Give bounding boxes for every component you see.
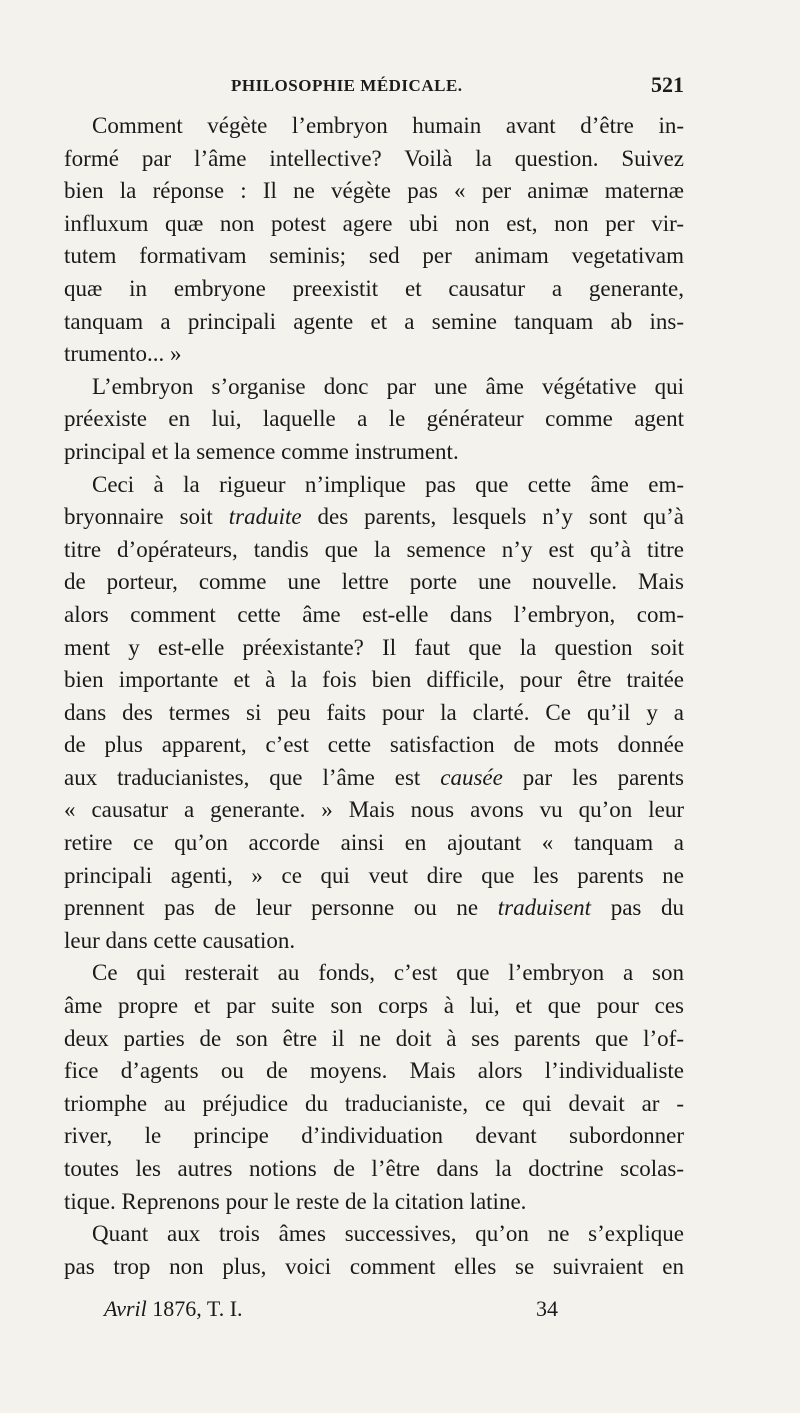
paragraph-1 [36, 110, 684, 371]
text-line: principal et la semence comme instrument. [64, 438, 459, 464]
text-line: de plus apparent, c’est cette satisfaction de mots donnée [64, 732, 684, 758]
text-line [36, 892, 684, 925]
paragraph-3 [36, 469, 684, 958]
text-line: âme propre et par suite son corps à lui, et que pour ces [64, 993, 684, 1019]
text-line: trumento... » [64, 341, 182, 367]
italic-term: traduisent [497, 895, 592, 921]
text-line: deux parties de son être il ne doit à ses parents que l’of- [64, 1025, 684, 1051]
page-footer [36, 1296, 684, 1326]
text-line: Ce qui resterait au fonds, c’est que l’embryon a son [92, 960, 684, 986]
italic-term: traduite [228, 504, 302, 530]
paragraph-5 [36, 1218, 684, 1283]
text-run: aux traducianistes, que l’âme est [64, 764, 441, 790]
paragraph-2 [36, 371, 684, 469]
text-line: bien importante et à la fois bien difficile, pour être traitée [64, 667, 684, 693]
text-line: « causatur a generante. » Mais nous avons vu qu’on leur [64, 797, 684, 823]
text-line: retire ce qu’on accorde ainsi en ajoutant « tanquam a [64, 830, 684, 856]
text-run: prennent pas de leur personne ou ne [64, 895, 498, 921]
footer-month: Avril [104, 1296, 147, 1321]
paragraph-4 [36, 957, 684, 1218]
text-line: Ceci à la rigueur n’implique pas que cette âme em- [92, 471, 684, 497]
text-line: formé par l’âme intellective? Voilà la question. Suivez [64, 145, 684, 171]
text-line: L’embryon s’organise donc par une âme végétative qui [92, 373, 684, 399]
text-line: Comment végète l’embryon humain avant d’être in- [92, 113, 684, 138]
footer-year-volume: 1876, T. I. [146, 1296, 243, 1321]
text-line [36, 762, 684, 795]
running-head: PHILOSOPHIE MÉDICALE. [231, 76, 463, 95]
text-line: influxum quæ non potest agere ubi non est, non per vir- [64, 210, 684, 236]
page-header [36, 72, 684, 100]
text-run: par les parents [502, 764, 684, 790]
text-run: bryonnaire soit [64, 504, 229, 530]
text-line: alors comment cette âme est-elle dans l’embryon, com- [64, 601, 684, 627]
text-line: pas trop non plus, voici comment elles se suivraient en [64, 1253, 684, 1279]
text-line: river, le principe d’individuation devant subordonner [64, 1123, 684, 1149]
text-line: tique. Reprenons pour le reste de la citation latine. [64, 1188, 527, 1214]
footer-signature [104, 1296, 243, 1322]
text-line [36, 501, 684, 534]
text-line: tutem formativam seminis; sed per animam vegetativam [64, 243, 684, 269]
text-line: toutes les autres notions de l’être dans la doctrine scolas- [64, 1156, 684, 1181]
body-text [36, 110, 684, 1283]
text-line: fice d’agents ou de moyens. Mais alors l’individualiste [64, 1058, 684, 1084]
text-line: Quant aux trois âmes successives, qu’on ne s’explique [92, 1221, 684, 1247]
text-line: ment y est-elle préexistante? Il faut que la question soit [64, 634, 684, 660]
text-line: de porteur, comme une lettre porte une nouvelle. Mais [64, 569, 684, 595]
text-line: principali agenti, » ce qui veut dire que les parents ne [64, 862, 684, 888]
page-number: 521 [651, 72, 684, 97]
text-line: bien la réponse : Il ne végète pas « per animæ maternæ [64, 178, 684, 204]
text-line: dans des termes si peu faits pour la clarté. Ce qu’il y a [64, 699, 684, 725]
text-line: préexiste en lui, laquelle a le générateur comme agent [64, 406, 684, 432]
italic-term: causée [440, 764, 503, 790]
text-line: quæ in embryone preexistit et causatur a generante, [64, 275, 684, 301]
text-line: leur dans cette causation. [64, 927, 296, 953]
text-run: pas du [591, 895, 684, 921]
sheet-number: 34 [536, 1296, 558, 1321]
text-run: des parents, lesquels n’y sont qu’à [301, 504, 684, 530]
text-line: triomphe au préjudice du traducianiste, ce qui devait ar - [64, 1090, 684, 1116]
text-line: titre d’opérateurs, tandis que la semence n’y est qu’à titre [64, 536, 684, 562]
text-line: tanquam a principali agente et a semine tanquam ab ins- [64, 308, 684, 334]
